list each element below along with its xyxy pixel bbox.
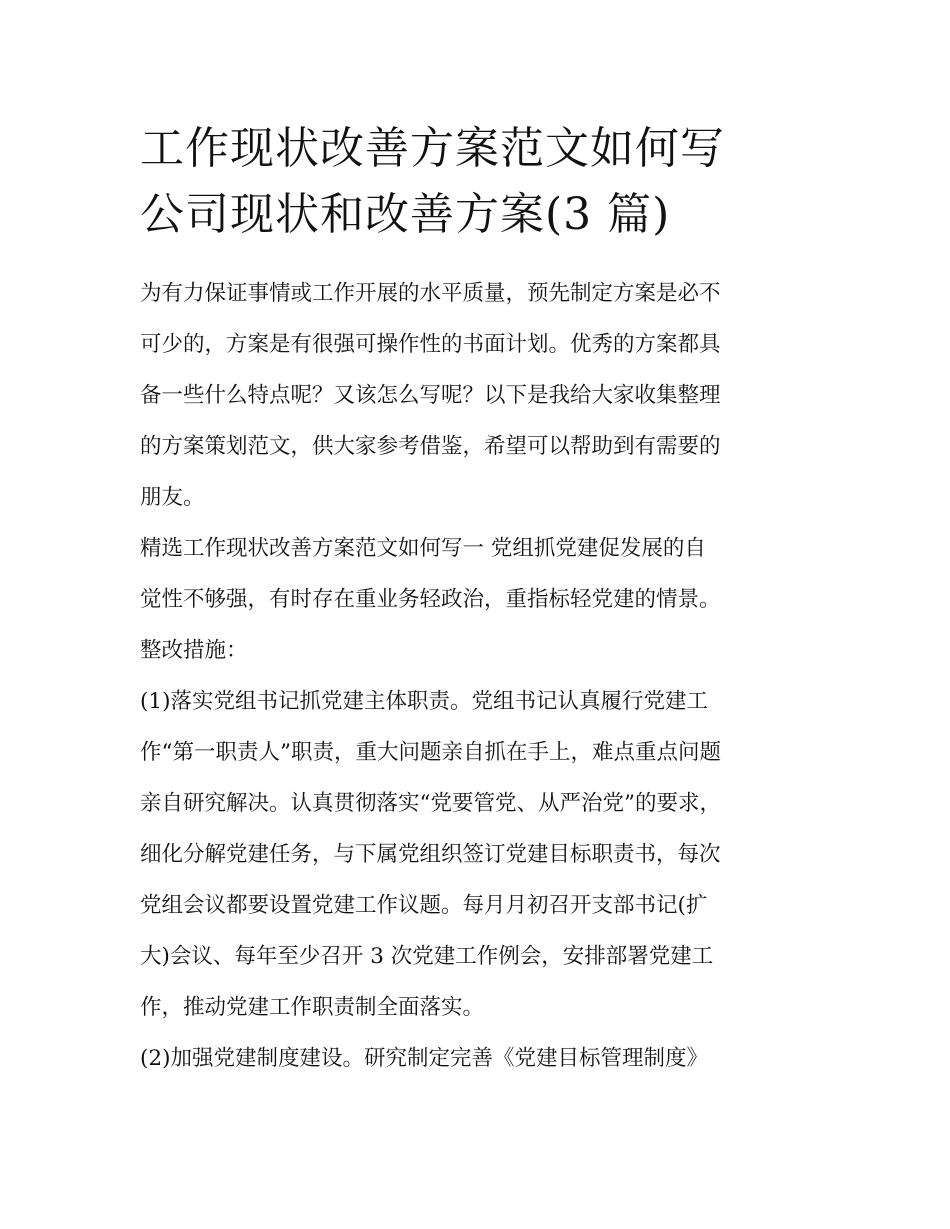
title-line-2: 公司现状和改善方案(3 篇) <box>140 189 671 240</box>
document-body <box>140 268 820 1084</box>
body-line-7: 觉性不够强，有时存在重业务轻政治，重指标轻党建的情景。 <box>140 587 721 612</box>
document-content <box>140 116 820 1084</box>
body-line-8: 整改措施： <box>140 638 248 663</box>
body-line-2: 可少的，方案是有很强可操作性的书面计划。优秀的方案都具 <box>140 332 721 357</box>
body-line-4: 的方案策划范文，供大家参考借鉴，希望可以帮助到有需要的 <box>140 434 721 459</box>
body-line-10: 作“第一职责人”职责，重大问题亲自抓在手上，难点重点问题 <box>140 740 721 765</box>
body-line-16: (2)加强党建制度建设。研究制定完善《党建目标管理制度》 <box>140 1046 708 1071</box>
body-line-15: 作，推动党建工作职责制全面落实。 <box>140 995 485 1020</box>
body-line-5: 朋友。 <box>140 485 205 510</box>
body-line-9: (1)落实党组书记抓党建主体职责。党组书记认真履行党建工 <box>140 689 708 714</box>
body-line-6: 精选工作现状改善方案范文如何写一 党组抓党建促发展的自 <box>140 536 706 561</box>
document-title <box>140 116 820 248</box>
body-line-14: 大)会议、每年至少召开 3 次党建工作例会，安排部署党建工 <box>140 944 714 969</box>
body-line-12: 细化分解党建任务，与下属党组织签订党建目标职责书，每次 <box>140 842 721 867</box>
body-line-1: 为有力保证事情或工作开展的水平质量，预先制定方案是必不 <box>140 281 721 306</box>
body-line-13: 党组会议都要设置党建工作议题。每月月初召开支部书记(扩 <box>140 893 708 918</box>
body-line-3: 备一些什么特点呢？又该怎么写呢？以下是我给大家收集整理 <box>140 383 721 408</box>
title-line-1: 工作现状改善方案范文如何写 <box>140 123 725 174</box>
body-line-11: 亲自研究解决。认真贯彻落实“党要管党、从严治党”的要求， <box>140 791 721 816</box>
